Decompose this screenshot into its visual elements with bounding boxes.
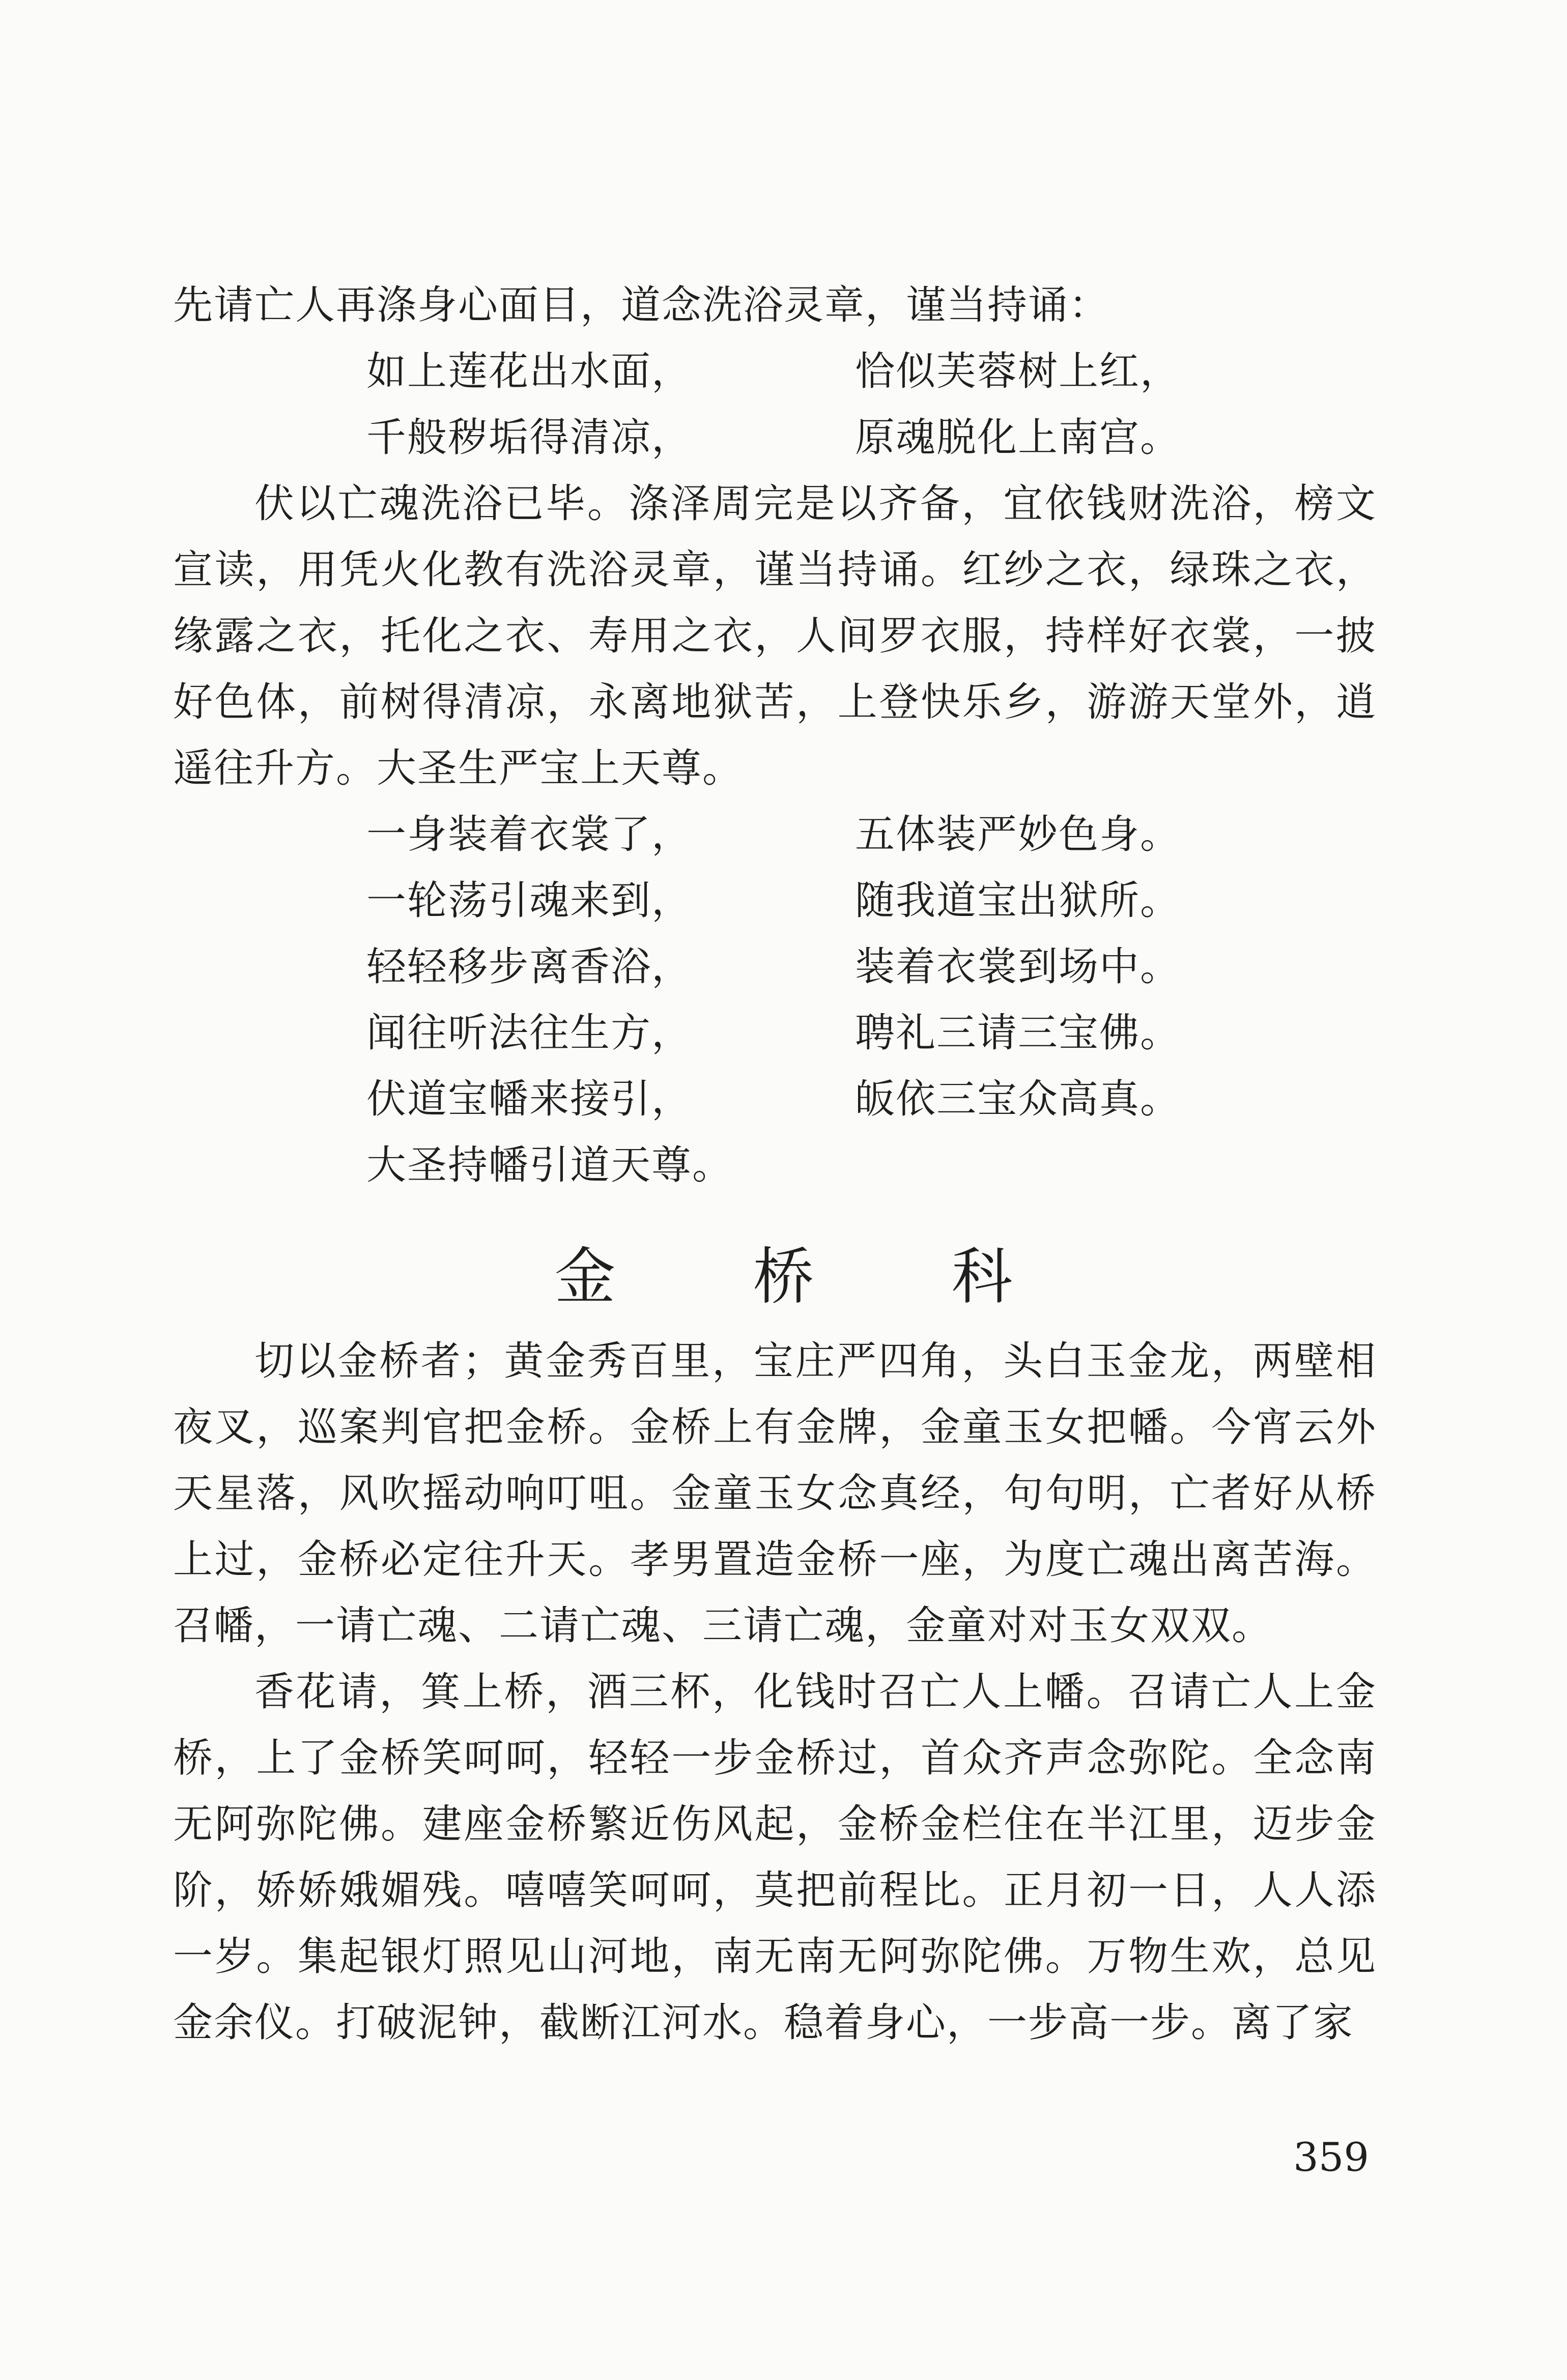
verse-2-line-5 bbox=[173, 1066, 1377, 1132]
verse-1-line-1-left: 如上莲花出水面， bbox=[366, 349, 693, 394]
verse-1-line-1-right: 恰似芙蓉树上红， bbox=[855, 349, 1181, 394]
opening-line: 先请亡人再涤身心面目，道念洗浴灵章，谨当持诵： bbox=[173, 282, 1110, 328]
verse-2-line-3-right: 装着衣裳到场中。 bbox=[855, 944, 1181, 990]
upper-text-block bbox=[173, 272, 1377, 1198]
verse-2-line-4-left: 闻往听法往生方， bbox=[366, 1010, 693, 1056]
verse-2-line-2-right: 随我道宝出狱所。 bbox=[855, 878, 1181, 924]
page-number: 359 bbox=[1293, 2135, 1369, 2181]
verse-2-line-4 bbox=[173, 1000, 1377, 1066]
verse-2-line-1-left: 一身装着衣裳了， bbox=[366, 812, 693, 857]
verse-2-line-4-right: 聘礼三请三宝佛。 bbox=[855, 1010, 1181, 1056]
verse-2-line-2-left: 一轮荡引魂来到， bbox=[366, 878, 693, 924]
verse-2-line-6 bbox=[173, 1132, 1377, 1198]
verse-2-line-1 bbox=[173, 801, 1377, 868]
lower-text-block bbox=[173, 1328, 1377, 2056]
paragraph-1: 伏以亡魂洗浴已毕。涤泽周完是以齐备，宜依钱财洗浴，榜文宣读，用凭火化教有洗浴灵章，谨当持诵。红纱之衣，绿珠之衣，缘露之衣，托化之衣、寿用之衣，人间罗衣服，持样好衣裳，一披好色体，前树得清凉，永离地狱苦，上登快乐乡，游游天堂外，逍遥往升方。大圣生严宝上天尊。 bbox=[173, 481, 1377, 791]
section-title: 金桥科 bbox=[554, 1242, 1150, 1312]
verse-1-line-2-right: 原魂脱化上南宫。 bbox=[855, 415, 1181, 461]
paragraph-3: 香花请，箕上桥，酒三杯，化钱时召亡人上幡。召请亡人上金桥，上了金桥笑呵呵，轻轻一步金桥过，首众齐声念弥陀。全念南无阿弥陀佛。建座金桥繁近伤风起，金桥金栏住在半江里，迈步金阶，娇娇娥媚残。嘻嘻笑呵呵，莫把前程比。正月初一日，人人添一岁。集起银灯照见山河地，南无南无阿弥陀佛。万物生欢，总见金余仪。打破泥钟，截断江河水。稳着身心，一步高一步。离了家 bbox=[173, 1669, 1377, 2046]
verse-2-line-3-left: 轻轻移步离香浴， bbox=[366, 944, 693, 990]
verse-1-line-1 bbox=[173, 338, 1377, 405]
verse-2-line-1-right: 五体装严妙色身。 bbox=[855, 812, 1181, 857]
verse-2-line-2 bbox=[173, 868, 1377, 934]
verse-2-line-5-left: 伏道宝幡来接引， bbox=[366, 1076, 693, 1122]
paragraph-2: 切以金桥者；黄金秀百里，宝庄严四角，头白玉金龙，两壁相夜叉，巡案判官把金桥。金桥上有金牌，金童玉女把幡。今宵云外天星落，风吹摇动响叮咀。金童玉女念真经，句句明，亡者好从桥上过，金桥必定往升天。孝男置造金桥一座，为度亡魂出离苦海。召幡，一请亡魂、二请亡魂、三请亡魂，金童对对玉女双双。 bbox=[173, 1338, 1377, 1649]
verse-1-line-2 bbox=[173, 405, 1377, 471]
verse-2-line-3 bbox=[173, 934, 1377, 1000]
verse-2-line-6-left: 大圣持幡引道天尊。 bbox=[366, 1142, 733, 1188]
verse-1-line-2-left: 千般秽垢得清凉， bbox=[366, 415, 693, 461]
verse-2-line-5-right: 皈依三宝众高真。 bbox=[855, 1076, 1181, 1122]
